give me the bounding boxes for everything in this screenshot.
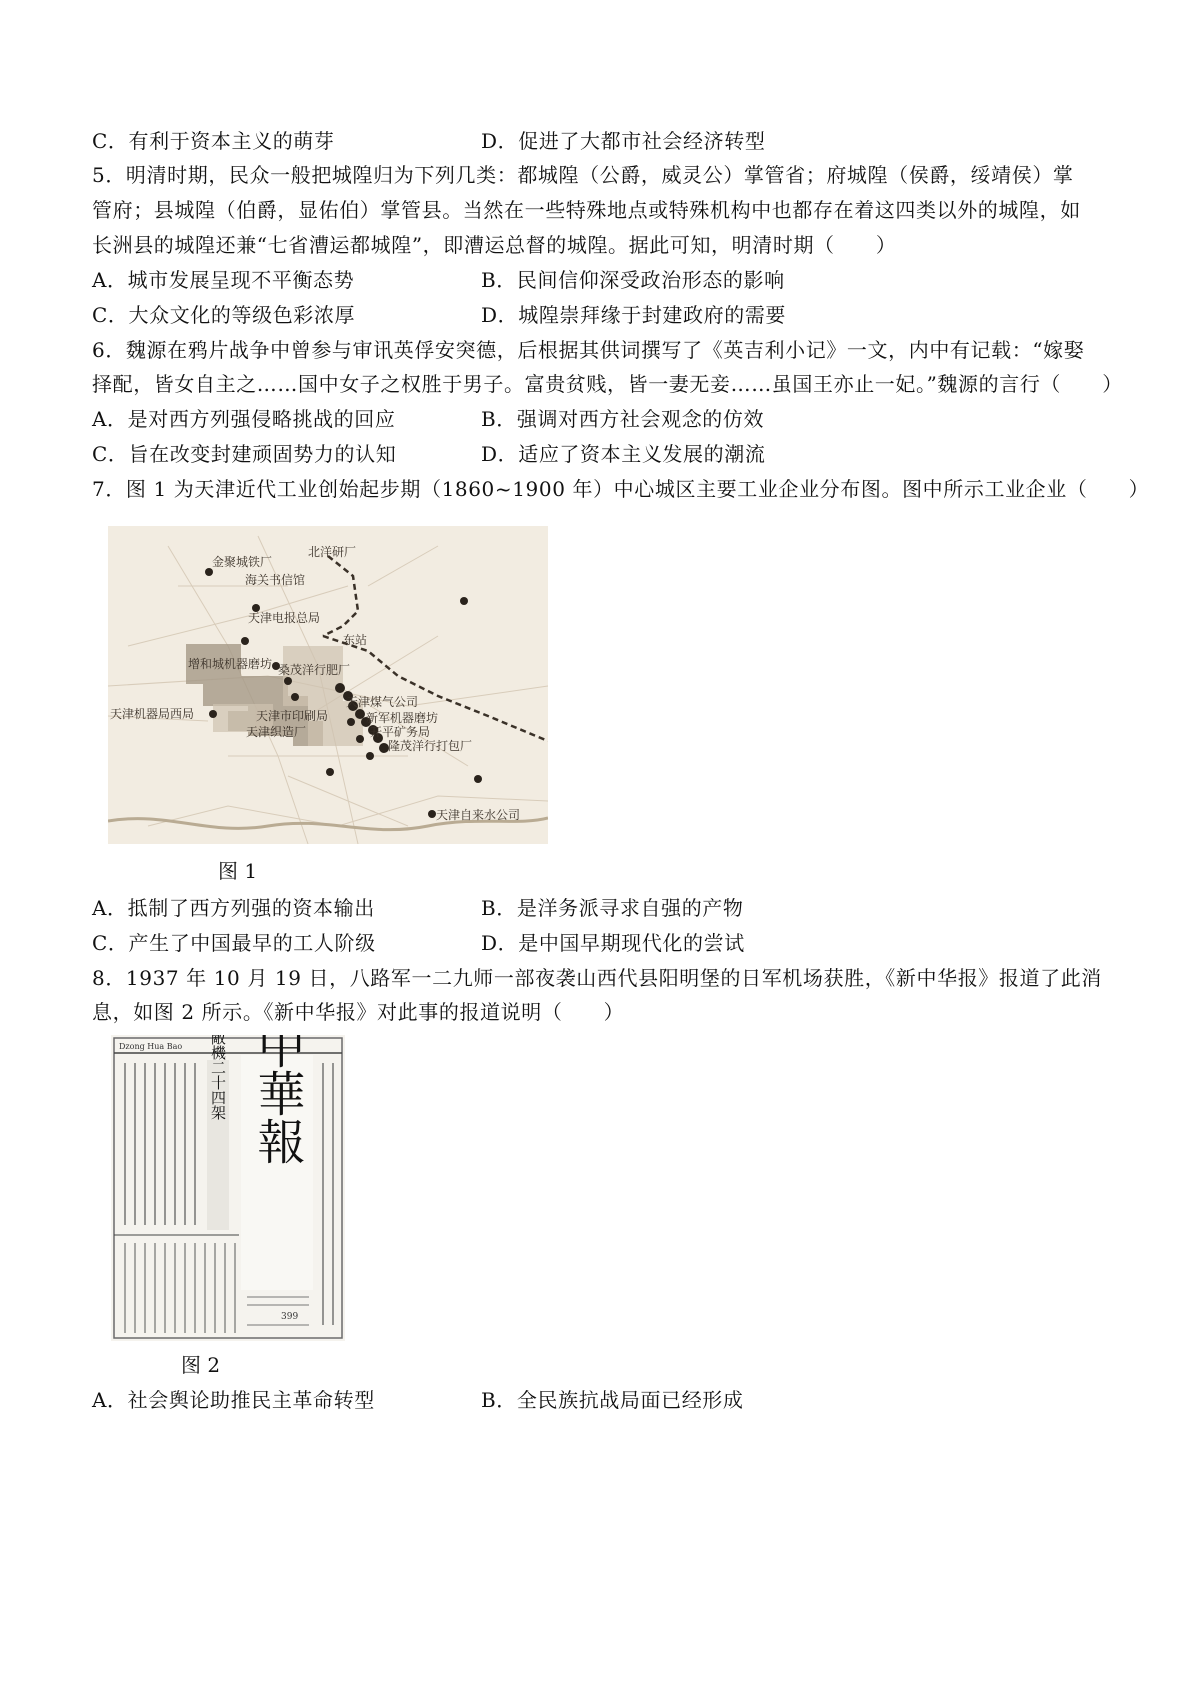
map-label-zhizao: 天津织造厂 xyxy=(246,725,307,739)
figure-1-caption: 图 1 xyxy=(218,859,258,883)
q5-option-c[interactable]: C．大众文化的等级色彩浓厚 xyxy=(92,303,356,327)
q6-option-d[interactable]: D．适应了资本主义发展的潮流 xyxy=(481,442,766,466)
q7-stem-line-1: 7．图 1 为天津近代工业创始起步期（1860~1900 年）中心城区主要工业企业分布图。图中所示工业企业（ ） xyxy=(92,477,1150,501)
map-label-longmao: 隆茂洋行打包厂 xyxy=(388,739,473,753)
newspaper-headline-block xyxy=(207,1035,229,1230)
q5-stem-line-3: 长洲县的城隍还兼“七省漕运都城隍”，即漕运总督的城隍。据此可知，明清时期（ ） xyxy=(92,233,897,257)
q8-option-b[interactable]: B．全民族抗战局面已经形成 xyxy=(481,1388,744,1412)
newspaper-headline: 敵機二十四架 xyxy=(209,1035,227,1120)
q5-stem-line-2: 管府；县城隍（伯爵，显佑伯）掌管县。当然在一些特殊地点或特殊机构中也都存在着这四类以外的城隍，如 xyxy=(92,198,1081,222)
map-label-jinju: 金聚城铁厂 xyxy=(212,555,273,569)
figure-2-caption: 图 2 xyxy=(181,1353,221,1377)
q5-stem-line-1: 5．明清时期，民众一般把城隍归为下列几类：都城隍（公爵，威灵公）掌管省；府城隍（侯爵，绥靖侯）掌 xyxy=(92,163,1074,187)
map-label-yinshua: 天津市印刷局 xyxy=(256,709,329,723)
q8-stem-line-2: 息，如图 2 所示。《新中华报》对此事的报道说明（ ） xyxy=(92,1000,625,1024)
q6-option-a[interactable]: A．是对西方列强侵略挑战的回应 xyxy=(92,407,396,431)
map-label-meiqi: 天津煤气公司 xyxy=(346,695,419,709)
map-label-beiyang: 北洋研厂 xyxy=(308,545,357,559)
q7-option-a[interactable]: A．抵制了西方列强的资本输出 xyxy=(92,896,375,920)
q5-option-a[interactable]: A．城市发展呈现不平衡态势 xyxy=(92,268,355,292)
q7-option-c[interactable]: C．产生了中国最早的工人阶级 xyxy=(92,931,376,955)
q8-option-a[interactable]: A．社会舆论助推民主革命转型 xyxy=(92,1388,375,1412)
q6-option-b[interactable]: B．强调对西方社会观念的仿效 xyxy=(481,407,765,431)
q7-option-d[interactable]: D．是中国早期现代化的尝试 xyxy=(481,931,745,955)
q7-option-b[interactable]: B．是洋务派寻求自强的产物 xyxy=(481,896,744,920)
newspaper-issue-number: 399 xyxy=(281,1312,299,1322)
map-label-zengyu: 增和城机器磨坊 xyxy=(188,657,273,671)
q5-option-d[interactable]: D．城隍崇拜缘于封建政府的需要 xyxy=(481,303,787,327)
map-label-dianbao: 天津电报总局 xyxy=(248,611,321,625)
map-label-zilaishui: 天津自来水公司 xyxy=(436,808,521,822)
q4-option-d[interactable]: D．促进了大都市社会经济转型 xyxy=(481,129,766,153)
q6-option-c[interactable]: C．旨在改变封建顽固势力的认知 xyxy=(92,442,397,466)
q6-stem-line-2: 择配，皆女自主之……国中女子之权胜于男子。富贵贫贱，皆一妻无妾……虽国王亦止一妃。”魏源的言行（ ） xyxy=(92,372,1123,396)
newspaper-masthead: 新中華報 xyxy=(249,1035,305,1165)
figure-2-newspaper xyxy=(111,1035,345,1341)
map-label-jixie: 新军机器磨坊 xyxy=(366,711,439,725)
map-label-kaiping: 开平矿务局 xyxy=(370,725,431,739)
map-label-haiguan: 海关书信馆 xyxy=(245,573,306,587)
figure-1-map xyxy=(108,526,548,844)
map-label-dongzhan: 东站 xyxy=(343,633,368,647)
q8-stem-line-1: 8．1937 年 10 月 19 日，八路军一二九师一部夜袭山西代县阳明堡的日军机场获胜，《新中华报》报道了此消 xyxy=(92,966,1102,990)
map-label-jiqiju: 天津机器局西局 xyxy=(110,707,195,721)
q5-option-b[interactable]: B．民间信仰深受政治形态的影响 xyxy=(481,268,785,292)
newspaper-latin-title: Dzong Hua Bao xyxy=(119,1042,183,1051)
q6-stem-line-1: 6．魏源在鸦片战争中曾参与审讯英俘安突德，后根据其供词撰写了《英吉利小记》一文，内中有记载：“嫁娶 xyxy=(92,338,1085,362)
q4-option-c[interactable]: C．有利于资本主义的萌芽 xyxy=(92,129,335,153)
map-label-sangmao: 桑茂洋行肥厂 xyxy=(278,663,351,677)
